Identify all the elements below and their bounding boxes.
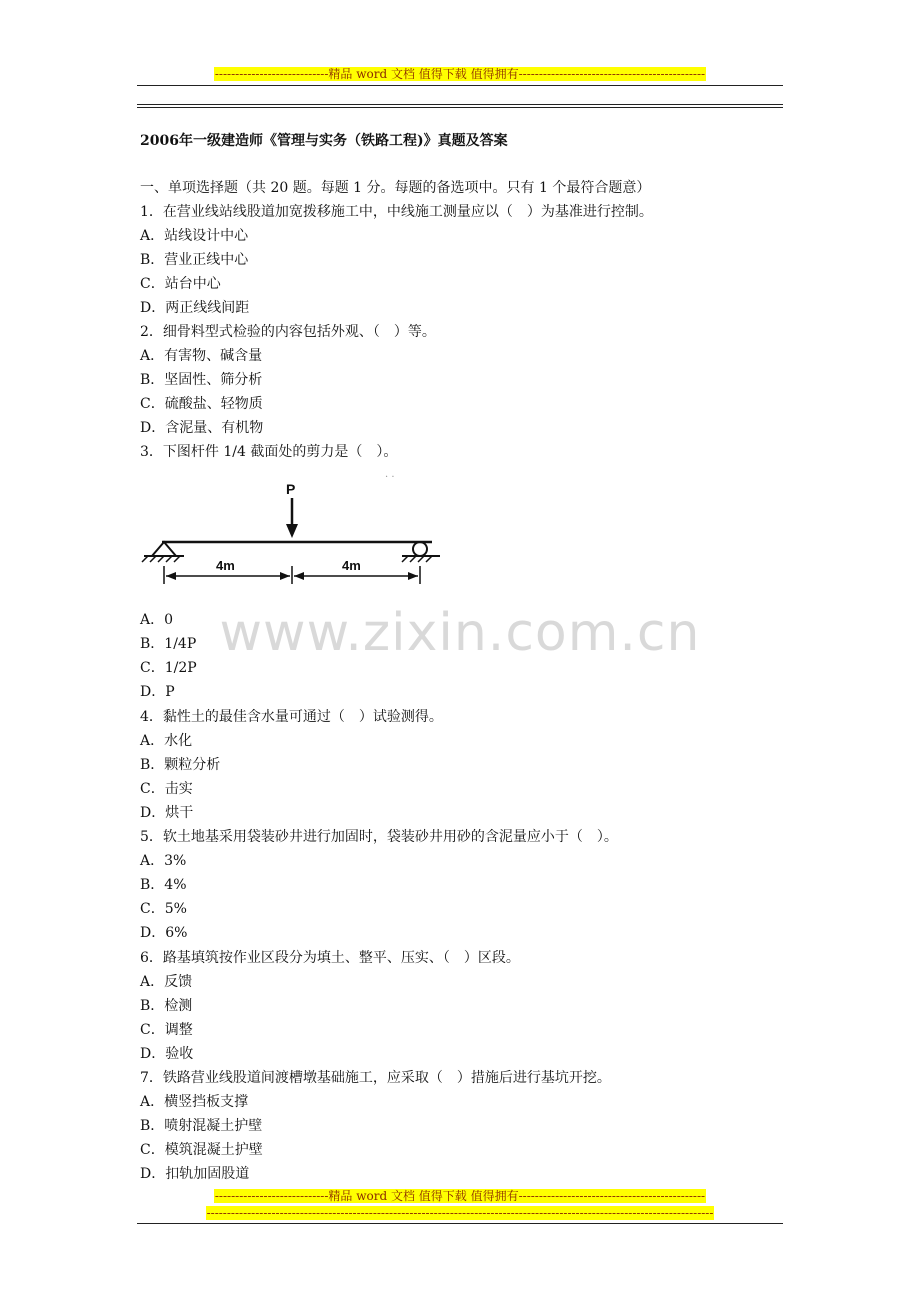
option: A．反馈 <box>140 974 193 990</box>
option: C．站台中心 <box>140 276 221 292</box>
option: B．喷射混凝土护壁 <box>140 1118 263 1134</box>
section-heading: 一、单项选择题（共 20 题。每题 1 分。每题的备选项中。只有 1 个最符合题意） <box>140 180 651 196</box>
header-banner-text: ----------------------------精品 word 文档 值得下载 值得拥有---------------------------------------------- <box>214 67 706 81</box>
option: B．4% <box>140 877 187 893</box>
footer-dashes-text: ----------------------------------------------------------------------------------------------------------------------------- <box>206 1206 714 1220</box>
question-stem: 7．铁路营业线股道间渡槽墩基础施工，应采取（ ）措施后进行基坑开挖。 <box>140 1070 611 1086</box>
footer-banner-text: ----------------------------精品 word 文档 值得下载 值得拥有---------------------------------------------- <box>214 1189 706 1203</box>
figure-artifact: · · <box>385 472 395 483</box>
beam-drawing <box>142 498 440 584</box>
option: D．验收 <box>140 1046 194 1062</box>
option: C．硫酸盐、轻物质 <box>140 396 263 412</box>
option: A．水化 <box>140 733 193 749</box>
beam-diagram <box>140 472 450 592</box>
header-rule-top <box>137 85 783 86</box>
footer-rule <box>137 1223 783 1224</box>
option: C．模筑混凝土护壁 <box>140 1142 263 1158</box>
question-stem: 4．黏性土的最佳含水量可通过（ ）试验测得。 <box>140 709 443 725</box>
roller-support <box>413 542 427 556</box>
pin-support <box>152 542 176 556</box>
question-stem: 1．在营业线站线股道加宽拨移施工中，中线施工测量应以（ ）为基准进行控制。 <box>140 204 653 220</box>
option: D．6% <box>140 925 188 941</box>
header-rule-mid <box>137 104 783 105</box>
option: B．营业正线中心 <box>140 252 249 268</box>
option: B．坚固性、筛分析 <box>140 372 263 388</box>
load-arrow-head <box>286 524 298 538</box>
option: B．检测 <box>140 998 193 1014</box>
option: A．0 <box>140 612 174 628</box>
option: A．站线设计中心 <box>140 228 249 244</box>
option: A．有害物、碱含量 <box>140 348 263 364</box>
option: D．两正线线间距 <box>140 300 250 316</box>
option: D．P <box>140 684 175 700</box>
footer-banner <box>0 1189 920 1204</box>
header-rule-bottom <box>137 107 783 108</box>
option: A．横竖挡板支撑 <box>140 1094 249 1110</box>
option: B．颗粒分析 <box>140 757 221 773</box>
question-stem: 6．路基填筑按作业区段分为填土、整平、压实、（ ）区段。 <box>140 950 520 966</box>
question-stem: 5．软土地基采用袋装砂井进行加固时，袋装砂井用砂的含泥量应小于（ ）。 <box>140 829 618 845</box>
footer-dashes <box>0 1206 920 1221</box>
question-stem: 3．下图杆件 1/4 截面处的剪力是（ ）。 <box>140 444 398 460</box>
option: C．5% <box>140 901 187 917</box>
option: C．1/2P <box>140 660 197 676</box>
option: C．击实 <box>140 781 193 797</box>
option: D．含泥量、有机物 <box>140 420 264 436</box>
option: D．烘干 <box>140 805 194 821</box>
option: A．3% <box>140 853 187 869</box>
option: C．调整 <box>140 1022 193 1038</box>
document-title: 2006年一级建造师《管理与实务（铁路工程)》真题及答案 <box>140 133 508 149</box>
option: B．1/4P <box>140 636 197 652</box>
option: D．扣轨加固股道 <box>140 1166 250 1182</box>
question-stem: 2．细骨料型式检验的内容包括外观、（ ）等。 <box>140 324 436 340</box>
span-right-label: 4m <box>342 558 361 573</box>
span-left-label: 4m <box>216 558 235 573</box>
watermark: www.zixin.com.cn <box>219 603 701 663</box>
load-label: P <box>286 481 296 497</box>
header-banner <box>0 67 920 82</box>
